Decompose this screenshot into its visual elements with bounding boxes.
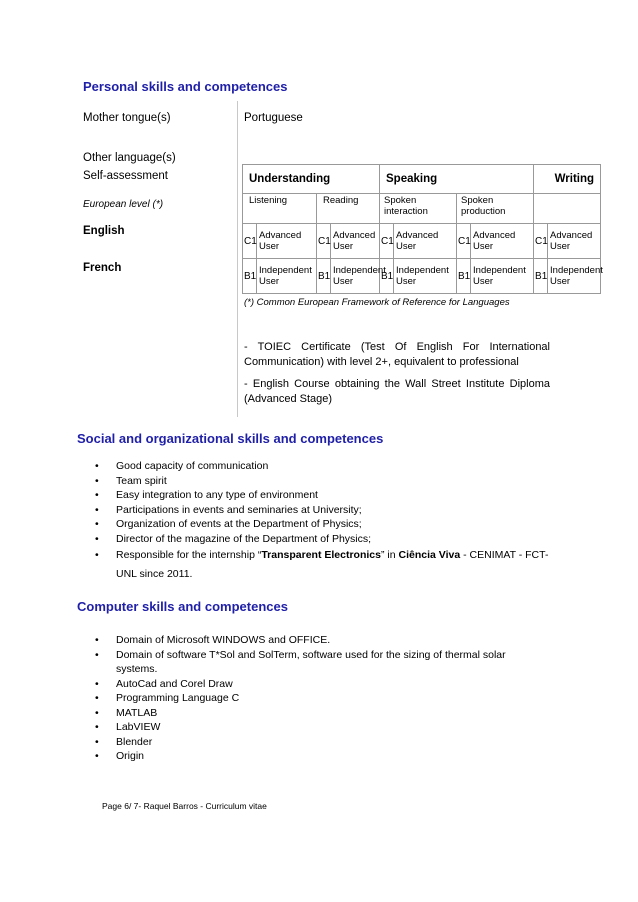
subheader-reading: Reading	[317, 194, 380, 224]
list-item: • Director of the magazine of the Department of Physics;	[95, 532, 372, 545]
level-code: B1	[243, 259, 257, 294]
list-item: • AutoCad and Corel Draw	[95, 677, 233, 690]
list-item: • MATLAB	[95, 706, 158, 719]
self-assessment-label: Self-assessment	[83, 170, 169, 182]
level-desc: Independent User	[394, 259, 457, 294]
subheader-writing-empty	[534, 194, 601, 224]
certificate-wall-street: - English Course obtaining the Wall Street Institute Diploma (Advanced Stage)	[244, 378, 550, 405]
list-item: • Good capacity of communication	[95, 460, 269, 472]
level-desc: Advanced User	[394, 224, 457, 259]
list-item: • Easy integration to any type of environment	[95, 489, 318, 501]
list-item: • Team spirit	[95, 474, 167, 487]
bullet-icon: •	[95, 648, 99, 661]
ciencia-viva: Ciência Viva	[398, 549, 461, 561]
bullet-icon: •	[95, 460, 99, 472]
bullet-icon: •	[95, 549, 99, 561]
social-skills-heading: Social and organizational skills and competences	[77, 431, 384, 446]
level-code: B1	[380, 259, 394, 294]
other-languages-label: Other language(s)	[83, 152, 176, 164]
language-levels-table	[242, 164, 601, 294]
list-item: • Domain of Microsoft WINDOWS and OFFICE.	[95, 634, 331, 646]
bullet-icon: •	[95, 735, 99, 748]
level-code: C1	[317, 224, 331, 259]
header-writing: Writing	[534, 165, 601, 194]
column-divider	[237, 101, 238, 417]
mother-tongue-label: Mother tongue(s)	[83, 112, 171, 124]
bullet-icon: •	[95, 677, 99, 690]
language-french-label: French	[83, 262, 122, 274]
header-understanding: Understanding	[243, 165, 380, 194]
computer-skills-heading: Computer skills and competences	[77, 599, 288, 614]
header-speaking: Speaking	[380, 165, 534, 194]
european-level-label: European level (*)	[83, 199, 164, 210]
bullet-icon: •	[95, 634, 99, 646]
table-row-french	[243, 259, 601, 294]
level-code: B1	[534, 259, 548, 294]
level-desc: Independent User	[548, 259, 601, 294]
bullet-icon: •	[95, 518, 99, 530]
cefr-footnote: (*) Common European Framework of Reference for Languages	[244, 297, 510, 308]
level-code: C1	[380, 224, 394, 259]
level-code: C1	[243, 224, 257, 259]
bullet-icon: •	[95, 503, 99, 516]
table-row-english	[243, 224, 601, 259]
bullet-icon: •	[95, 692, 99, 704]
level-code: B1	[317, 259, 331, 294]
list-item: • Responsible for the internship “Transparent Electronics” in Ciência Viva - CENIMAT - FCT-UNL since 2011.	[95, 546, 565, 584]
personal-skills-heading: Personal skills and competences	[83, 79, 288, 94]
bullet-icon: •	[95, 706, 99, 719]
internship-name: Transparent Electronics	[261, 549, 381, 561]
level-desc: Independent User	[331, 259, 380, 294]
bullet-icon: •	[95, 489, 99, 501]
certificate-toeic: - TOIEC Certificate (Test Of English For International Communication) with level 2+, equivalent to professional	[244, 341, 550, 368]
list-item: • Origin	[95, 750, 145, 762]
level-desc: Advanced User	[471, 224, 534, 259]
level-desc: Independent User	[471, 259, 534, 294]
level-desc: Advanced User	[331, 224, 380, 259]
level-desc: Advanced User	[548, 224, 601, 259]
level-code: C1	[534, 224, 548, 259]
bullet-icon: •	[95, 750, 99, 762]
subheader-listening: Listening	[243, 194, 317, 224]
level-code: C1	[457, 224, 471, 259]
computer-skills-list	[95, 633, 545, 764]
level-desc: Independent User	[257, 259, 317, 294]
social-skills-list	[95, 459, 565, 584]
bullet-icon: •	[95, 721, 99, 733]
subheader-spoken-interaction: Spoken interaction	[380, 194, 457, 224]
list-item: • Domain of software T*Sol and SolTerm, software used for the sizing of thermal solar systems.	[95, 648, 506, 675]
list-item: • Blender	[95, 735, 153, 748]
bullet-icon: •	[95, 532, 99, 545]
list-item: • Organization of events at the Department of Physics;	[95, 518, 362, 530]
level-desc: Advanced User	[257, 224, 317, 259]
subheader-spoken-production: Spoken production	[457, 194, 534, 224]
mother-tongue-value: Portuguese	[244, 112, 303, 124]
list-item: • LabVIEW	[95, 721, 161, 733]
language-english-label: English	[83, 225, 125, 237]
bullet-icon: •	[95, 474, 99, 487]
list-item: • Participations in events and seminaries at University;	[95, 503, 362, 516]
list-item: • Programming Language C	[95, 692, 240, 704]
page-footer: Page 6/ 7- Raquel Barros - Curriculum vitae	[102, 801, 267, 811]
level-code: B1	[457, 259, 471, 294]
